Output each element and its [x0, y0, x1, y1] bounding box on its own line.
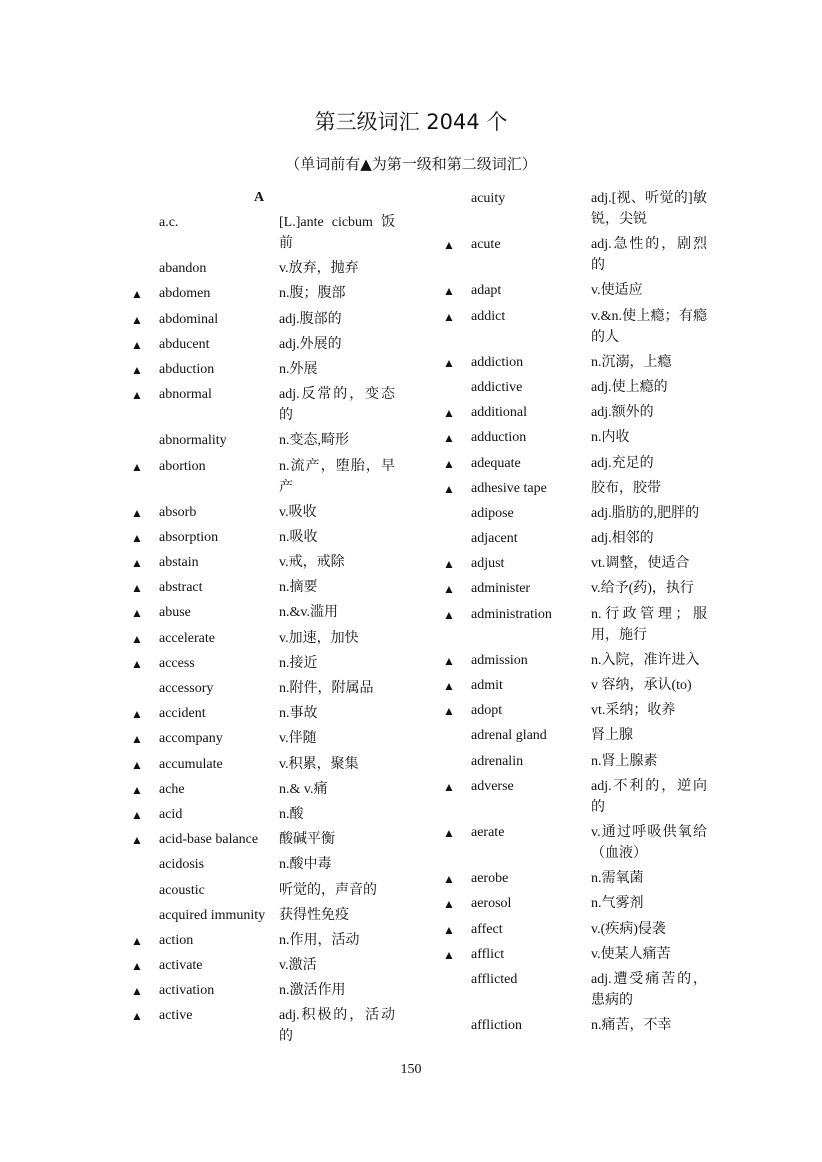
vocab-definition: adj.腹部的 [279, 311, 342, 327]
vocab-definition: n.接近 [279, 655, 318, 671]
vocab-definition: adj.急性的，剧烈的 [591, 237, 707, 274]
triangle-marker-icon: ▲ [131, 782, 143, 797]
vocab-entry [440, 868, 760, 889]
vocab-definition: v.(疾病)侵袭 [591, 921, 666, 937]
triangle-marker-icon: ▲ [443, 406, 455, 421]
triangle-marker-icon: ▲ [443, 309, 455, 324]
vocab-word: adduction [471, 430, 527, 446]
triangle-marker-icon: ▲ [131, 505, 143, 520]
vocab-word: admission [471, 652, 528, 668]
vocab-word: administer [471, 581, 531, 597]
vocab-definition: 听觉的，声音的 [279, 882, 377, 898]
vocab-definition: n.变态,畸形 [279, 433, 349, 449]
vocab-word: aerosol [471, 896, 512, 912]
vocab-entry [440, 578, 760, 599]
triangle-marker-icon: ▲ [443, 355, 455, 370]
vocab-entry [128, 880, 448, 901]
vocab-entry [128, 930, 448, 951]
vocab-entry [440, 776, 760, 818]
right-entry-list [440, 188, 760, 1036]
triangle-marker-icon: ▲ [131, 757, 143, 772]
vocab-entry [440, 553, 760, 574]
vocab-entry [440, 352, 760, 373]
vocab-word: aerate [471, 824, 505, 840]
vocab-definition: n.激活作用 [279, 983, 346, 999]
triangle-marker-icon: ▲ [443, 431, 455, 446]
triangle-marker-icon: ▲ [443, 284, 455, 299]
vocab-definition: adj.脂肪的,肥胖的 [591, 505, 700, 521]
vocab-entry [440, 700, 760, 721]
vocab-entry [440, 234, 760, 276]
vocab-entry [128, 1005, 448, 1047]
triangle-marker-icon: ▲ [443, 607, 455, 622]
vocab-entry [440, 1015, 760, 1036]
vocab-entry [440, 188, 760, 230]
vocab-entry [128, 779, 448, 800]
vocab-definition: n.肾上腺素 [591, 753, 658, 769]
vocab-word: acuity [471, 191, 506, 206]
triangle-marker-icon: ▲ [131, 631, 143, 646]
vocab-word: abuse [159, 605, 191, 621]
vocab-entry [128, 552, 448, 573]
vocab-word: adequate [471, 455, 521, 471]
triangle-marker-icon: ▲ [131, 707, 143, 722]
vocab-definition: n.附件，附属品 [279, 681, 374, 696]
vocab-entry [440, 528, 760, 549]
vocab-entry [128, 602, 448, 623]
vocab-definition: adj.使上瘾的 [591, 379, 668, 395]
vocab-definition: v.使适应 [591, 283, 643, 299]
triangle-marker-icon: ▲ [443, 557, 455, 572]
vocab-definition: n.内收 [591, 430, 630, 446]
vocab-definition: vt.采纳；收养 [591, 703, 676, 719]
vocab-word: addictive [471, 379, 523, 395]
vocab-entry [440, 280, 760, 301]
vocab-definition: n.吸收 [279, 529, 318, 545]
vocab-entry [440, 478, 760, 499]
triangle-marker-icon: ▲ [443, 704, 455, 719]
vocab-entry [440, 402, 760, 423]
vocab-word: adrenalin [471, 753, 524, 769]
triangle-marker-icon: ▲ [131, 807, 143, 822]
triangle-marker-icon: ▲ [443, 779, 455, 794]
vocab-entry [440, 675, 760, 696]
vocab-entry [128, 283, 448, 304]
vocab-word: abnormal [159, 387, 212, 403]
vocab-word: admit [471, 678, 503, 693]
right-column [440, 188, 760, 1040]
vocab-entry [440, 893, 760, 914]
left-entry-list [128, 212, 448, 1047]
vocab-definition: adj.[视、听觉的]敏锐，尖锐 [591, 191, 707, 227]
vocab-definition: adj.额外的 [591, 405, 654, 421]
vocab-entry [440, 503, 760, 524]
vocab-word: acquired immunity [159, 907, 266, 923]
vocab-word: acute [471, 237, 501, 253]
triangle-marker-icon: ▲ [443, 582, 455, 597]
vocab-word: accumulate [159, 756, 223, 772]
triangle-marker-icon: ▲ [131, 337, 143, 352]
vocab-entry [128, 829, 448, 850]
triangle-marker-icon: ▲ [131, 933, 143, 948]
vocab-entry [440, 725, 760, 746]
vocab-word: abandon [159, 261, 207, 277]
triangle-marker-icon: ▲ [443, 947, 455, 962]
vocab-entry [440, 822, 760, 864]
vocab-definition: adj.相邻的 [591, 531, 654, 547]
vocab-definition: v.加速，加快 [279, 630, 359, 646]
vocab-word: acid [159, 806, 183, 822]
vocab-word: afflicted [471, 971, 518, 987]
vocab-word: aerobe [471, 871, 509, 887]
triangle-marker-icon: ▲ [131, 287, 143, 302]
vocab-entry [128, 456, 448, 498]
vocab-definition: adj.反常的，变态的 [279, 387, 395, 424]
triangle-marker-icon: ▲ [443, 456, 455, 471]
vocab-definition: v.给予(药)，执行 [591, 581, 694, 597]
vocab-definition: 酸碱平衡 [279, 832, 335, 848]
triangle-marker-icon: ▲ [131, 833, 143, 848]
vocab-word: activate [159, 958, 203, 974]
left-column [128, 188, 448, 1052]
vocab-entry [128, 754, 448, 775]
vocab-definition: v.戒，戒除 [279, 555, 345, 571]
vocab-entry [128, 804, 448, 825]
vocab-word: abnormality [159, 433, 227, 449]
triangle-marker-icon: ▲ [443, 872, 455, 887]
vocab-definition: adj.积极的，活动的 [279, 1008, 395, 1045]
vocab-entry [128, 955, 448, 976]
triangle-marker-icon: ▲ [131, 530, 143, 545]
vocab-definition: v 容纳，承认(to) [591, 678, 692, 693]
vocab-word: acidosis [159, 857, 205, 873]
vocab-definition: n.作用，活动 [279, 932, 360, 948]
vocab-word: action [159, 932, 194, 948]
vocab-definition: n.摘要 [279, 580, 318, 596]
vocab-definition: n.沉溺，上瘾 [591, 354, 672, 370]
vocab-word: affliction [471, 1018, 523, 1034]
vocab-entry [440, 306, 760, 348]
vocab-word: acid-base balance [159, 832, 259, 848]
vocab-definition: v.激活 [279, 958, 317, 974]
vocab-entry [128, 854, 448, 875]
vocab-definition: [L.]ante cicbum 饭前 [279, 215, 395, 251]
vocab-word: absorb [159, 504, 197, 520]
vocab-word: addiction [471, 354, 524, 370]
vocab-entry [128, 527, 448, 548]
vocab-definition: v.积累，聚集 [279, 756, 359, 772]
vocab-definition: v.吸收 [279, 504, 317, 520]
vocab-word: activation [159, 983, 215, 999]
triangle-marker-icon: ▲ [443, 922, 455, 937]
triangle-marker-icon: ▲ [443, 238, 455, 253]
vocab-word: abstract [159, 580, 203, 596]
vocab-word: addict [471, 308, 506, 324]
triangle-marker-icon: ▲ [131, 312, 143, 327]
vocab-definition: vt.调整，使适合 [591, 556, 690, 572]
triangle-marker-icon: ▲ [443, 825, 455, 840]
vocab-definition: adj.外展的 [279, 336, 342, 352]
vocab-word: adverse [471, 778, 514, 794]
page-title: 第三级词汇 2044 个 [314, 110, 508, 134]
vocab-word: abdomen [159, 286, 211, 302]
vocab-definition: n.痛苦，不幸 [591, 1018, 672, 1034]
vocab-entry [128, 628, 448, 649]
triangle-marker-icon: ▲ [443, 679, 455, 693]
vocab-word: afflict [471, 946, 505, 962]
triangle-marker-icon: ▲ [131, 362, 143, 377]
vocab-entry [128, 678, 448, 699]
vocab-word: abstain [159, 555, 199, 571]
vocab-word: additional [471, 405, 527, 421]
vocab-word: adjacent [471, 531, 518, 547]
vocab-definition: adj.不利的，逆向的 [591, 778, 707, 815]
vocab-word: accelerate [159, 630, 215, 646]
vocab-entry [128, 703, 448, 724]
vocab-entry [128, 258, 448, 279]
vocab-word: abortion [159, 458, 206, 474]
vocab-word: active [159, 1008, 193, 1024]
vocab-definition: n.外展 [279, 361, 318, 377]
vocab-word: abduction [159, 361, 215, 377]
vocab-entry [440, 377, 760, 398]
triangle-marker-icon: ▲ [443, 653, 455, 668]
vocab-definition: v.通过呼吸供氧给（血液） [591, 824, 707, 861]
page-number: 150 [400, 1062, 422, 1077]
vocab-entry [128, 980, 448, 1001]
triangle-marker-icon: ▲ [131, 459, 143, 474]
vocab-word: adopt [471, 703, 503, 719]
section-letter: A [253, 190, 265, 205]
vocab-definition: v.&n.使上瘾；有瘾的人 [591, 308, 707, 345]
triangle-marker-icon: ▲ [131, 388, 143, 403]
vocab-definition: adj.遭受痛苦的，患病的 [591, 971, 707, 1008]
vocab-definition: n.入院，准许进入 [591, 652, 700, 668]
vocab-word: adhesive tape [471, 480, 547, 496]
vocab-word: acoustic [159, 882, 205, 898]
vocab-definition: n.酸中毒 [279, 857, 332, 873]
vocab-entry [440, 944, 760, 965]
vocab-definition: n.气雾剂 [591, 896, 644, 912]
vocab-definition: n.& v.痛 [279, 781, 328, 797]
vocab-definition: 胶布，胶带 [591, 480, 661, 496]
vocab-definition: 获得性免疫 [279, 907, 349, 923]
vocab-entry [440, 427, 760, 448]
vocab-word: absorption [159, 529, 219, 545]
vocab-entry [128, 502, 448, 523]
vocab-word: accompany [159, 731, 223, 747]
vocab-definition: v.伴随 [279, 731, 317, 747]
vocab-definition: n.&v.滥用 [279, 605, 338, 621]
triangle-marker-icon: ▲ [443, 481, 455, 496]
vocab-word: a.c. [159, 215, 179, 230]
vocab-word: access [159, 655, 195, 671]
vocab-word: abducent [159, 336, 210, 352]
vocab-entry [128, 309, 448, 330]
vocab-definition: n.流产，堕胎，早产 [279, 458, 395, 495]
vocab-entry [128, 212, 448, 254]
vocab-entry [128, 905, 448, 926]
vocab-entry [128, 359, 448, 380]
vocab-entry [440, 453, 760, 474]
vocab-definition: v.使某人痛苦 [591, 946, 671, 962]
vocab-entry [440, 919, 760, 940]
triangle-marker-icon: ▲ [131, 606, 143, 621]
vocab-entry [440, 650, 760, 671]
vocab-entry [128, 728, 448, 749]
vocab-word: ache [159, 781, 185, 797]
vocab-definition: n.需氧菌 [591, 871, 644, 887]
triangle-marker-icon: ▲ [131, 656, 143, 671]
triangle-marker-icon: ▲ [131, 984, 143, 999]
vocab-word: accident [159, 706, 206, 722]
vocab-entry [128, 334, 448, 355]
vocab-entry [440, 969, 760, 1011]
vocab-definition: n.行政管理；服用，施行 [591, 606, 707, 643]
vocab-definition: n.事故 [279, 706, 318, 722]
vocab-entry [128, 384, 448, 426]
vocab-entry [128, 577, 448, 598]
vocab-word: affect [471, 921, 503, 937]
vocab-entry [128, 653, 448, 674]
vocab-word: adjust [471, 556, 505, 572]
triangle-marker-icon: ▲ [131, 732, 143, 747]
triangle-marker-icon: ▲ [131, 556, 143, 571]
vocab-definition: n.酸 [279, 806, 304, 822]
vocab-word: administration [471, 606, 552, 622]
vocab-definition: v.放弃，抛弃 [279, 261, 359, 277]
vocab-definition: 肾上腺 [591, 728, 633, 744]
triangle-marker-icon: ▲ [131, 959, 143, 974]
vocab-entry [128, 430, 448, 451]
vocab-word: abdominal [159, 311, 219, 327]
vocab-word: adrenal gland [471, 728, 547, 744]
triangle-marker-icon: ▲ [443, 897, 455, 912]
vocab-definition: n.腹；腹部 [279, 286, 346, 302]
triangle-marker-icon: ▲ [131, 581, 143, 596]
vocab-definition: adj.充足的 [591, 455, 654, 471]
page-subtitle: （单词前有▲为第一级和第二级词汇） [285, 155, 537, 173]
vocab-word: adapt [471, 283, 502, 299]
triangle-marker-icon: ▲ [131, 1009, 143, 1024]
vocab-entry [440, 751, 760, 772]
vocab-entry [440, 604, 760, 646]
vocab-word: accessory [159, 681, 214, 696]
vocab-word: adipose [471, 505, 514, 521]
